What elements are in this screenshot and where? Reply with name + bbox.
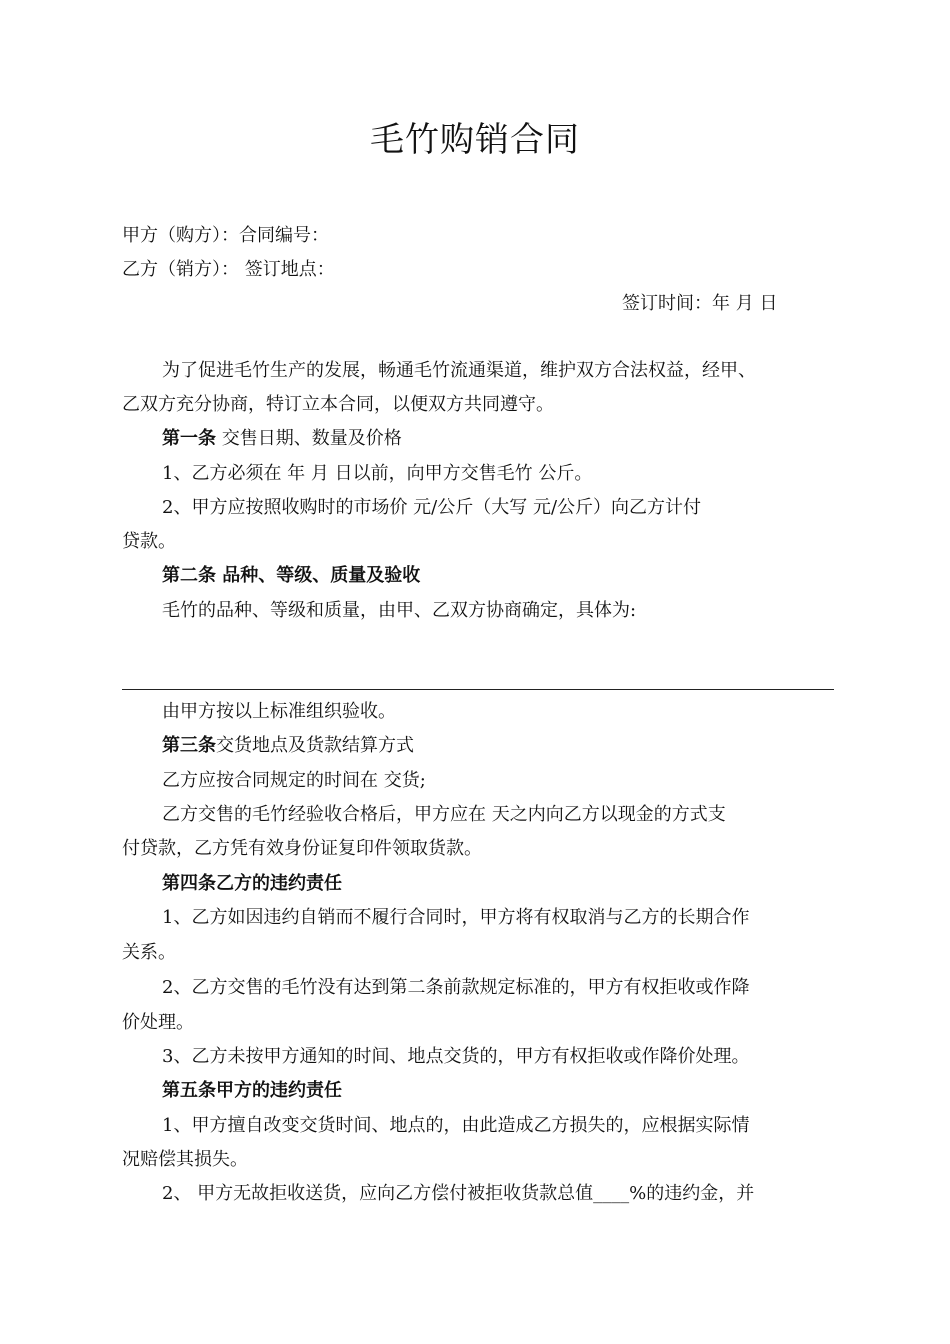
article-4-clause-1-line-1: 1、乙方如因违约自销而不履行合同时，甲方将有权取消与乙方的长期合作 xyxy=(162,907,750,928)
party-a-line: 甲方（购方）：合同编号： xyxy=(122,225,329,246)
article-4-heading: 第四条乙方的违约责任 xyxy=(162,873,342,894)
party-b-line: 乙方（销方）： 签订地点： xyxy=(122,259,335,280)
article-2-heading: 第二条 品种、等级、质量及验收 xyxy=(162,565,421,586)
article-2-body: 毛竹的品种、等级和质量，由甲、乙双方协商确定，具体为: xyxy=(162,600,637,621)
article-3-heading xyxy=(162,729,834,763)
article-4-clause-2-line-1: 2、乙方交售的毛竹没有达到第二条前款规定标准的，甲方有权拒收或作降 xyxy=(162,977,750,998)
article-1-title: 交售日期、数量及价格 xyxy=(216,428,402,449)
article-3-clause-2-line-2: 付贷款，乙方凭有效身份证复印件领取货款。 xyxy=(122,838,482,859)
article-2-acceptance: 由甲方按以上标准组织验收。 xyxy=(162,701,396,722)
article-5-clause-1-line-2: 况赔偿其损失。 xyxy=(122,1149,248,1170)
article-4-clause-3: 3、乙方未按甲方通知的时间、地点交货的，甲方有权拒收或作降价处理。 xyxy=(162,1046,750,1067)
preamble-line-1: 为了促进毛竹生产的发展，畅通毛竹流通渠道，维护双方合法权益，经甲、 xyxy=(162,360,756,381)
article-3-number: 第三条 xyxy=(162,735,216,756)
sign-time-line: 签订时间：年 月 日 xyxy=(622,293,778,314)
article-3-clause-1: 乙方应按合同规定的时间在 交货; xyxy=(162,770,426,791)
article-5-clause-1-line-1: 1、甲方擅自改变交货时间、地点的，由此造成乙方损失的，应根据实际情 xyxy=(162,1115,750,1136)
article-4-clause-2-line-2: 价处理。 xyxy=(122,1012,194,1033)
article-1-heading xyxy=(162,422,834,456)
fill-in-underline xyxy=(122,689,834,690)
article-5-clause-2: 2、 甲方无故拒收送货，应向乙方偿付被拒收货款总值____%的违约金，并 xyxy=(162,1183,755,1204)
article-3-title: 交货地点及货款结算方式 xyxy=(216,735,414,756)
article-1-clause-1: 1、乙方必须在 年 月 日以前，向甲方交售毛竹 公斤。 xyxy=(162,463,593,484)
document-title: 毛竹购销合同 xyxy=(370,120,580,160)
article-4-clause-1-line-2: 关系。 xyxy=(122,942,176,963)
article-1-number: 第一条 xyxy=(162,428,216,449)
article-1-clause-2-line-1: 2、甲方应按照收购时的市场价 元/公斤（大写 元/公斤）向乙方计付 xyxy=(162,497,702,518)
article-1-clause-2-line-2: 贷款。 xyxy=(122,531,176,552)
preamble-line-2: 乙双方充分协商，特订立本合同，以便双方共同遵守。 xyxy=(122,394,554,415)
article-3-clause-2-line-1: 乙方交售的毛竹经验收合格后，甲方应在 天之内向乙方以现金的方式支 xyxy=(162,804,726,825)
article-5-heading: 第五条甲方的违约责任 xyxy=(162,1080,342,1101)
